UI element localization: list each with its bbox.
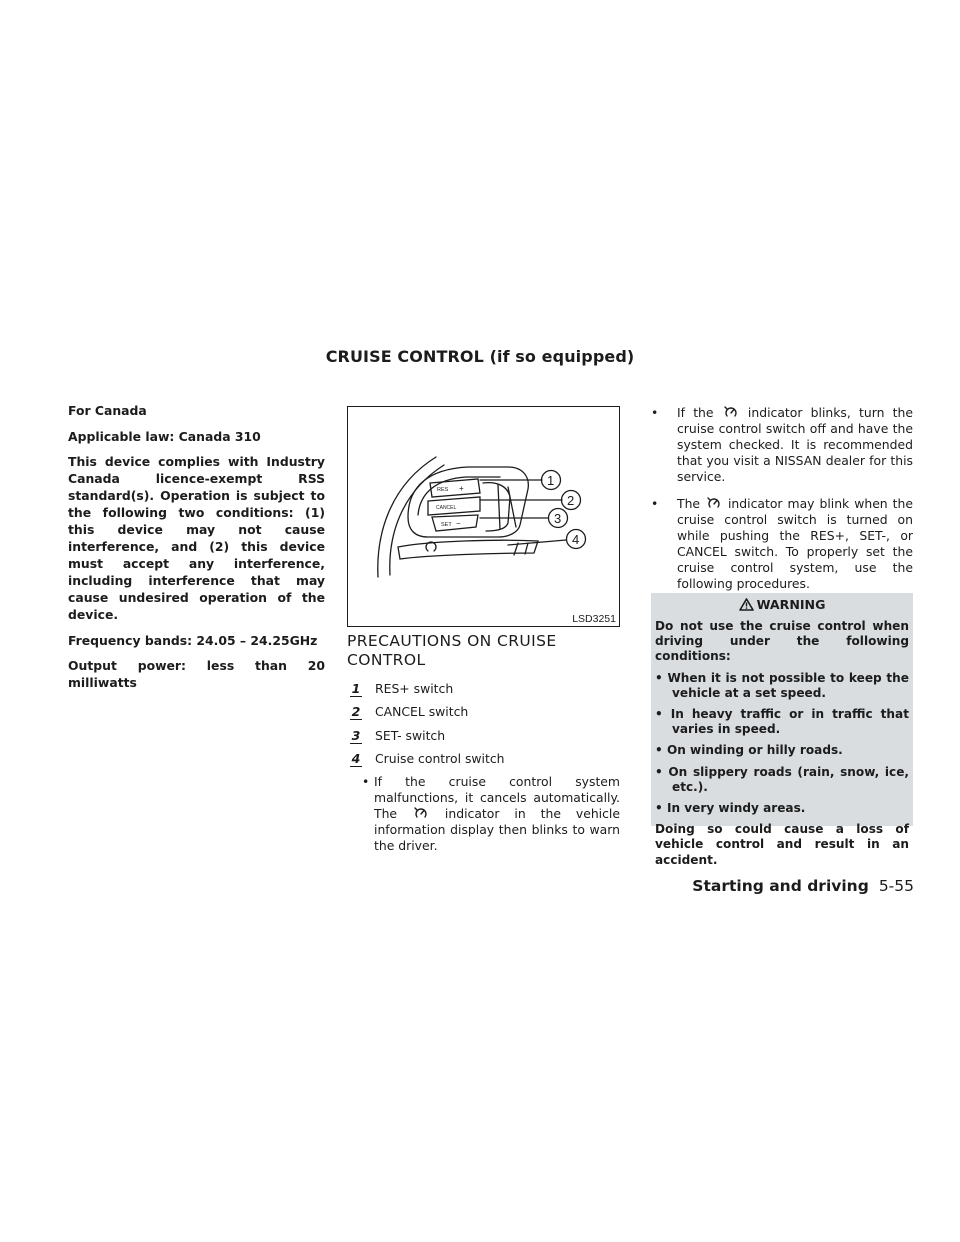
output-power: Output power: less than 20 milliwatts: [68, 658, 325, 690]
bullet-dot: •: [651, 496, 659, 511]
svg-text:+: +: [459, 484, 464, 493]
svg-text:−: −: [456, 519, 461, 528]
figure-code: LSD3251: [572, 613, 616, 625]
canada-statement: This device complies with Industry Canada licence-exempt RSS standard(s). Operation is subject to the following two conditions: (1) this device may not cause interference, and (2) this device must accept any interference, including interference that may cause undesired operation of the device.: [68, 454, 325, 622]
indicator-blinks-bullet: • If the indicator blinks, turn the cruise control switch off and have the system checked. It is recommended that you visit a NISSAN dealer for this service.: [651, 405, 913, 484]
precautions-section: [347, 632, 620, 865]
svg-text:1: 1: [547, 473, 555, 488]
callout-item-set: [347, 727, 620, 744]
callout-number: 2: [347, 705, 365, 718]
warning-intro: Do not use the cruise control when driving under the following conditions:: [655, 619, 909, 664]
warning-box: [651, 593, 913, 867]
warning-outro: Doing so could cause a loss of vehicle control and result in an accident.: [655, 822, 909, 867]
malfunction-bullet: • If the cruise control system malfunctions, it cancels automatically. The indicator in the vehicle information display then blinks to warn the driver.: [362, 774, 620, 853]
page-footer: [692, 877, 914, 895]
warning-item: • On winding or hilly roads.: [655, 743, 843, 758]
callout-item-cancel: [347, 704, 620, 721]
callout-item-res: [347, 680, 620, 697]
indicator-notes: [651, 405, 913, 603]
steering-wheel-illustration: [348, 407, 620, 627]
svg-text:SET: SET: [441, 522, 452, 528]
callout-label: SET- switch: [375, 727, 446, 743]
frequency-bands: Frequency bands: 24.05 – 24.25GHz: [68, 632, 318, 648]
callout-item-cruise: [347, 751, 620, 768]
warning-header: [651, 596, 913, 612]
svg-text:CANCEL: CANCEL: [436, 505, 457, 511]
page-number: 5-55: [878, 877, 914, 895]
bullet-dot: •: [651, 405, 659, 420]
warning-body: [651, 612, 913, 868]
cruise-indicator-icon: [414, 807, 428, 819]
callout-label: RES+ switch: [375, 680, 454, 696]
warning-item: • In very windy areas.: [655, 801, 806, 816]
cruise-indicator-icon: [724, 406, 738, 418]
callout-label: CANCEL switch: [375, 704, 469, 720]
wheel-rim: [378, 457, 436, 577]
callout-number: 1: [347, 682, 365, 695]
warning-item: • On slippery roads (rain, snow, ice, etc.).: [655, 764, 909, 794]
callout-number: 4: [347, 752, 365, 765]
cruise-switch-row: [398, 540, 538, 559]
svg-text:2: 2: [567, 493, 575, 508]
callout-number: 3: [347, 729, 365, 742]
indicator-may-blink-bullet: • The indicator may blink when the cruise control switch is turned on while pushing the RES+, SET-, or CANCEL switch. To properly set the cruise control system, use the following procedures.: [651, 496, 913, 591]
warning-item: • When it is not possible to keep the vehicle at a set speed.: [655, 670, 909, 700]
warning-triangle-icon: [739, 598, 754, 611]
steering-switch-figure: [347, 406, 620, 627]
set-minus-button: [432, 515, 478, 531]
canada-compliance: [68, 402, 325, 700]
svg-text:3: 3: [554, 511, 562, 526]
canada-heading: For Canada: [68, 403, 147, 418]
warning-item: • In heavy traffic or in traffic that varies in speed.: [655, 707, 909, 737]
bullet-dot: •: [362, 774, 370, 789]
cruise-indicator-icon: [707, 497, 721, 509]
section-title: CRUISE CONTROL (if so equipped): [325, 347, 635, 366]
svg-text:RES: RES: [437, 487, 449, 493]
precautions-heading: PRECAUTIONS ON CRUISE CONTROL: [347, 632, 557, 669]
footer-section: Starting and driving: [692, 877, 869, 895]
callout-label: Cruise control switch: [375, 751, 505, 767]
warning-title: WARNING: [756, 596, 826, 612]
canada-law: Applicable law: Canada 310: [68, 428, 261, 444]
svg-text:4: 4: [572, 532, 580, 547]
